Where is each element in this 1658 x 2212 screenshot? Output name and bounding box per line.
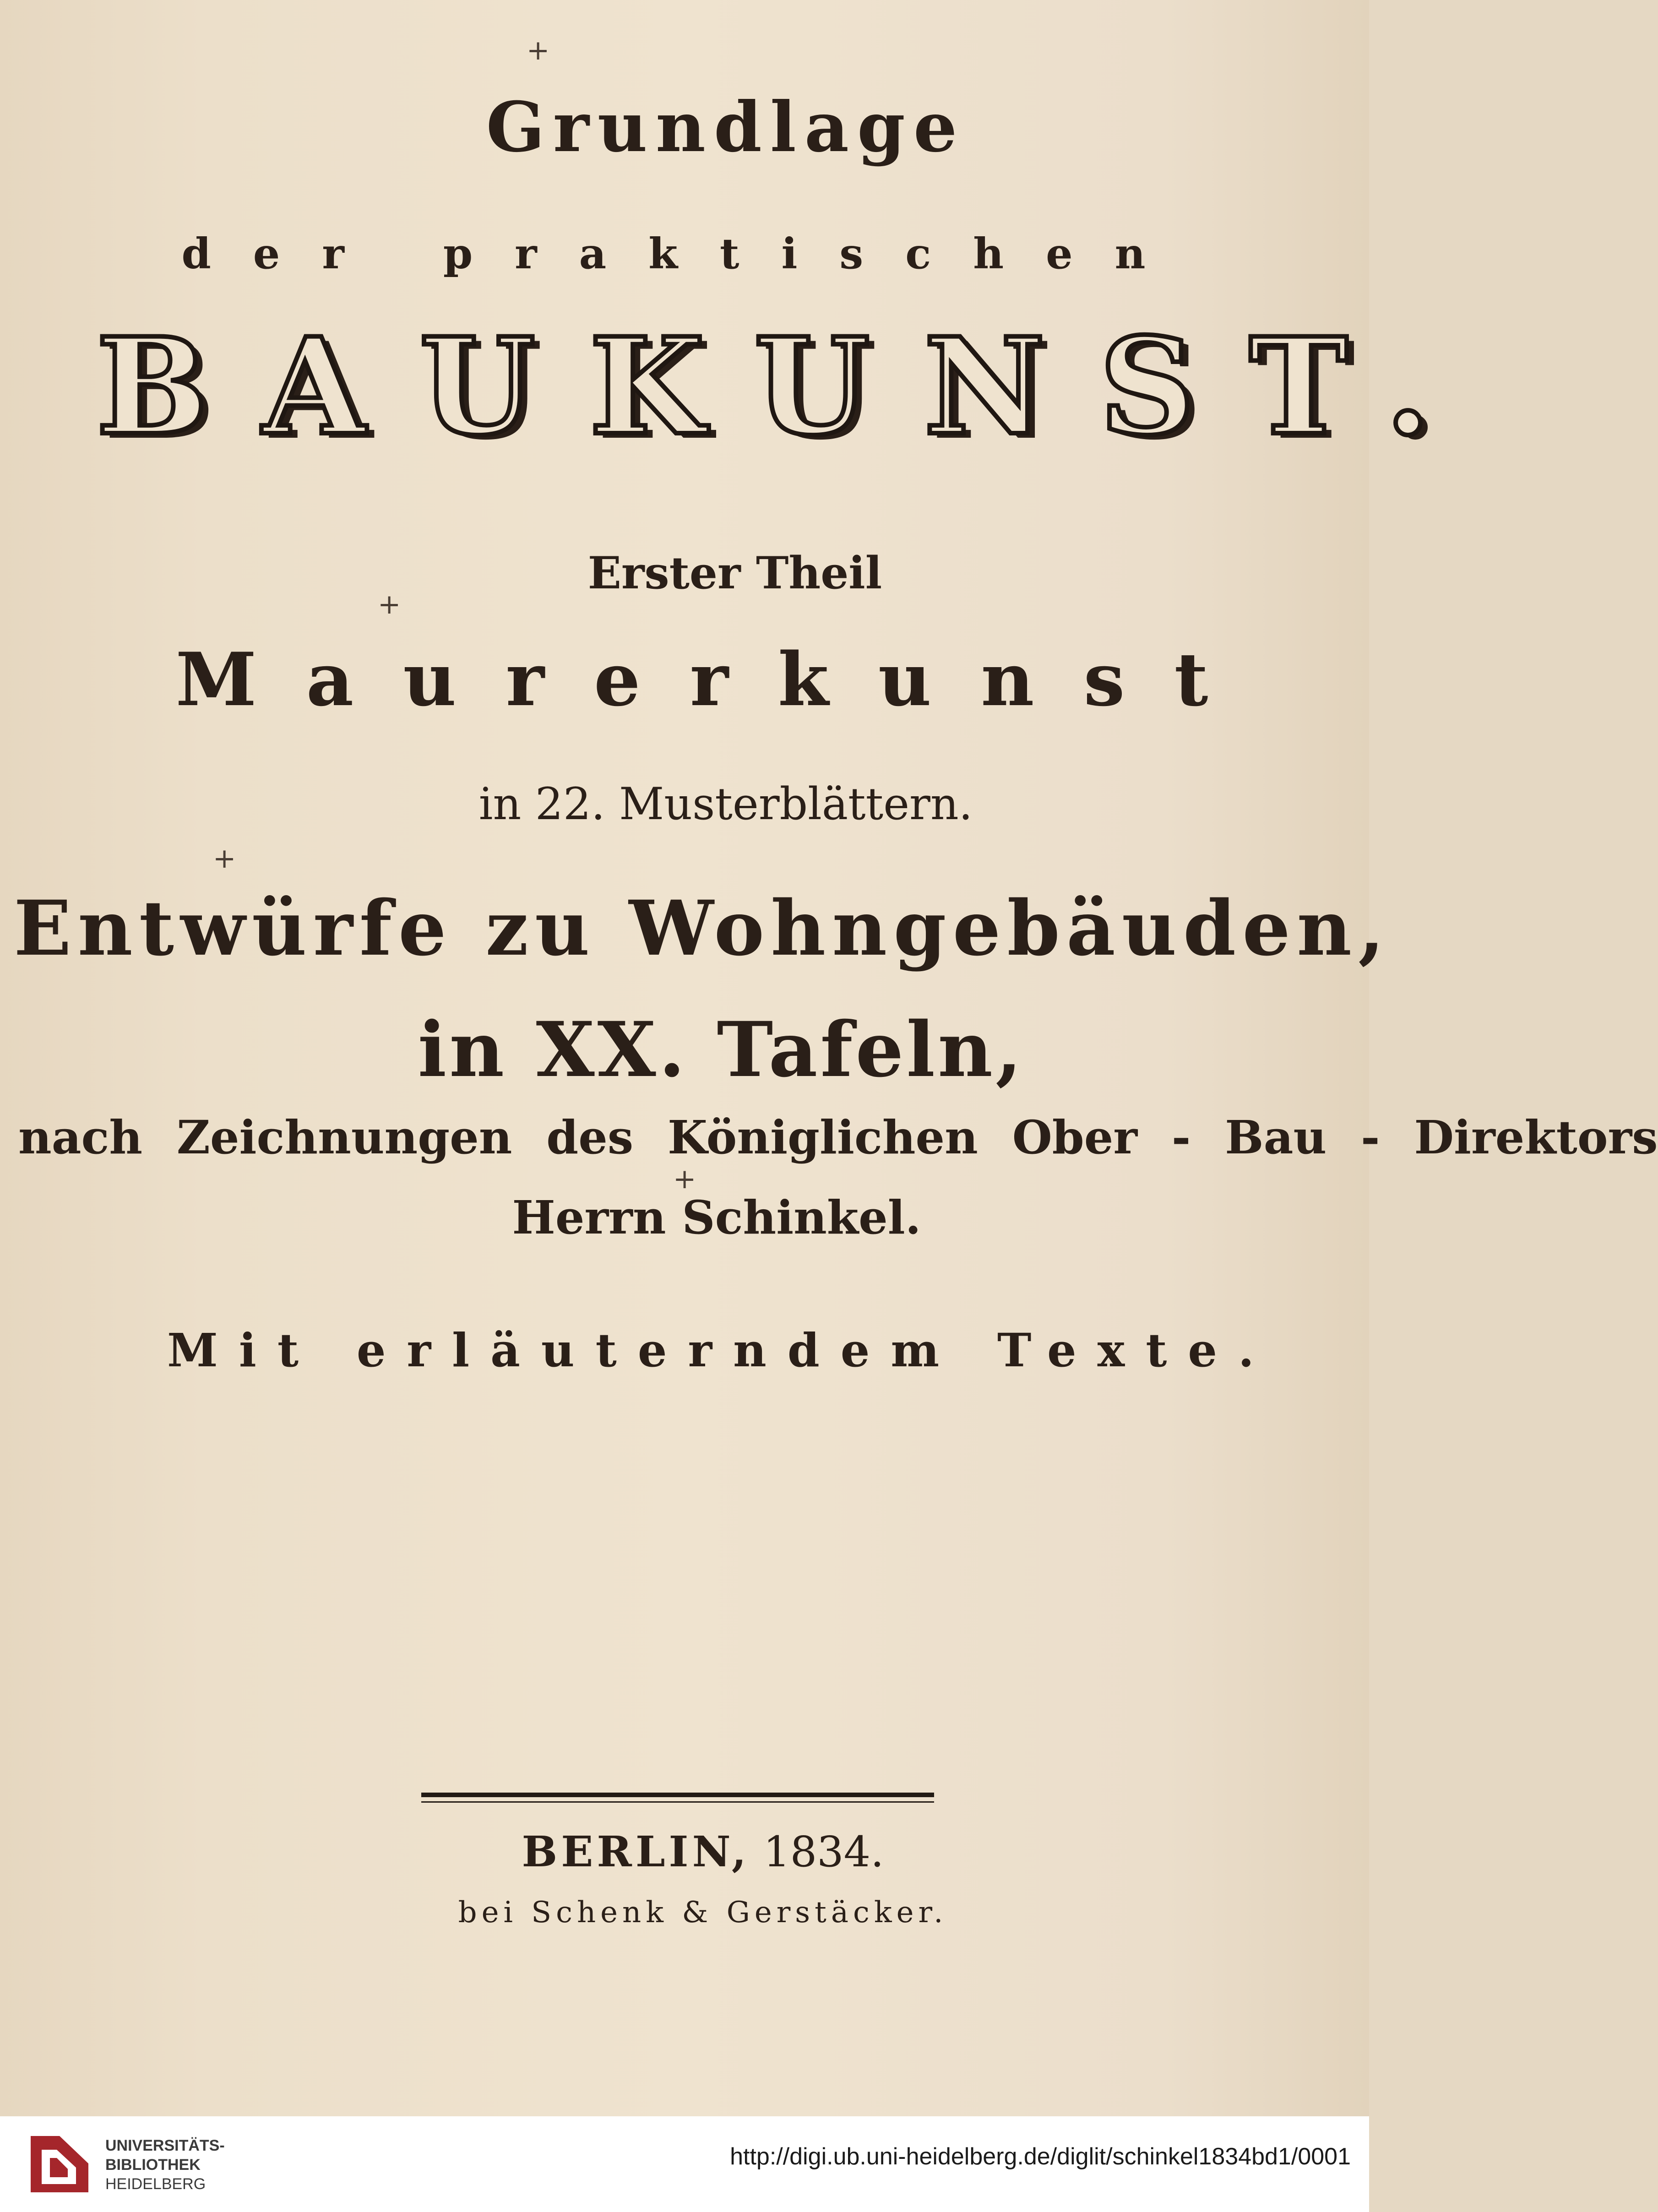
text-note: Mit erläuterndem Texte. [167, 1323, 1275, 1377]
imprint-city: BERLIN, [522, 1827, 750, 1876]
library-name-line1: UNIVERSITÄTS- [105, 2137, 225, 2154]
imprint-year: 1834. [763, 1827, 884, 1876]
library-logo-icon [25, 2129, 94, 2198]
imprint-divider-thin [421, 1801, 934, 1803]
permalink-url[interactable]: http://digi.ub.uni-heidelberg.de/diglit/schinkel1834bd1/0001 [730, 2143, 1351, 2170]
subtitle-entwuerfe: Entwürfe zu Wohngebäuden, [14, 884, 1391, 973]
plates-count: in 22. Musterblättern. [478, 778, 973, 830]
imprint-publisher: bei Schenk & Gerstäcker. [458, 1896, 948, 1929]
title-grundlage: Grundlage [486, 87, 966, 168]
imprint-divider [421, 1793, 934, 1797]
attribution-name: Herrn Schinkel. [512, 1190, 921, 1245]
attribution-line: nach Zeichnungen des Königlichen Ober - Bau - Direktors [18, 1110, 1658, 1164]
library-name-line3: HEIDELBERG [105, 2175, 206, 2193]
title-baukunst: BAUKUNST. [96, 309, 1485, 465]
library-name [105, 2136, 225, 2194]
pencil-mark-1: + [527, 34, 550, 66]
pencil-mark-3: + [213, 842, 236, 875]
subtitle-tafeln: in XX. Tafeln, [418, 1005, 1025, 1094]
title-der-praktischen: der praktischen [181, 229, 1188, 278]
imprint-place-year [0, 1827, 1387, 1876]
pencil-mark-4: + [673, 1163, 696, 1195]
part-label: Erster Theil [587, 547, 882, 599]
part-title-maurerkunst: Maurerkunst [175, 636, 1258, 723]
pencil-mark-2: + [378, 588, 401, 620]
library-name-line2: BIBLIOTHEK [105, 2156, 201, 2174]
